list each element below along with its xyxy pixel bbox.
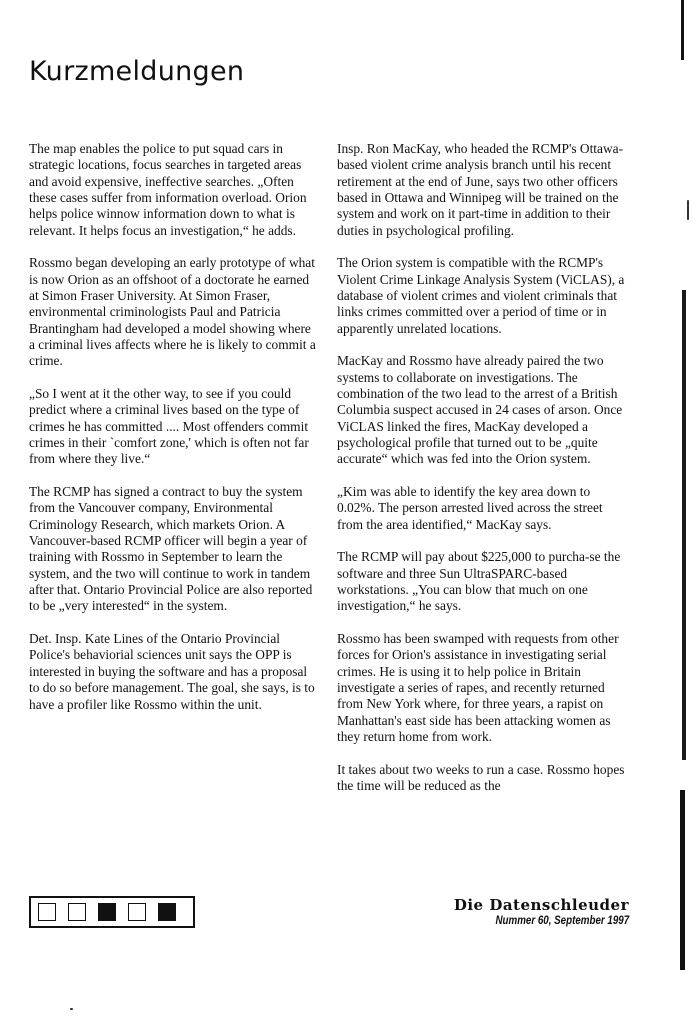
scan-speck [687, 200, 689, 220]
paragraph: Insp. Ron MacKay, who headed the RCMP's Ottawa-based violent crime analysis branch until his recent retirement at the end of June, says two other officers based in Ottawa and Winnipeg will be trained on the system and work on it part-time in addition to their duties in psychological profiling. [337, 141, 624, 238]
issue-info: Nummer 60, September 1997 [495, 915, 629, 927]
paragraph: The RCMP will pay about $225,000 to purcha-se the software and three Sun UltraSPARC-based workstations. „You can blow that much on one investigation,“ he says. [337, 549, 621, 614]
left-column [29, 141, 319, 729]
section-box [98, 903, 116, 921]
section-box [68, 903, 86, 921]
scan-speck [70, 1008, 73, 1010]
section-marker [29, 896, 195, 928]
paragraph: Rossmo began developing an early prototype of what is now Orion as an offshoot of a doctorate he earned at Simon Fraser University. At Simon Fraser, environmental criminologists Paul and Patricia Brantingham had developed a model showing where a criminal lives affects where he is likely to commit a crime. [29, 255, 316, 369]
paragraph: The RCMP has signed a contract to buy the system from the Vancouver company, Environmental Criminology Research, which markets Orion. A Vancouver-based RCMP officer will begin a year of training with Rossmo in September to learn the system, and the two will continue to work in tandem after that. Ontario Provincial Police are also reported to be „very interested“ in the system. [29, 484, 313, 614]
paragraph: Det. Insp. Kate Lines of the Ontario Provincial Police's behaviorial sciences unit says the OPP is interested in buying the software and has a proposal to do so before management. The goal, she says, is to have a profiler like Rossmo within the unit. [29, 631, 315, 712]
section-box [128, 903, 146, 921]
paragraph: The map enables the police to put squad cars in strategic locations, focus searches in targeted areas and avoid expensive, ineffective searches. „Often these cases suffer from information overload. Orion helps police winnow information down to what is relevant. It helps focus an investigation,“ he adds. [29, 141, 307, 238]
right-column [337, 141, 627, 811]
paragraph: „So I went at it the other way, to see if you could predict where a criminal lives based on the type of crimes he has committed .... Most offenders commit crimes in their `comfort zone,' which is often not far from where they live.“ [29, 386, 309, 467]
paragraph: MacKay and Rossmo have already paired the two systems to collaborate on investigations. The combination of the two lead to the arrest of a British Columbia suspect accused in 24 cases of arson. Once ViCLAS linked the fires, MacKay developed a psychological profile that turned out to be „quite accurate“ which was fed into the Orion system. [337, 353, 623, 467]
scan-edge-top [681, 0, 684, 60]
scan-edge-bottom [680, 790, 685, 970]
paragraph: „Kim was able to identify the key area down to 0.02%. The person arrested lived across the street from the area identified,“ MacKay says. [337, 484, 603, 532]
paragraph: The Orion system is compatible with the RCMP's Violent Crime Linkage Analysis System (ViCLAS), a database of violent crimes and violent criminals that links crimes committed over a period of time or in apparently unrelated locations. [337, 255, 625, 336]
section-box [38, 903, 56, 921]
paragraph: Rossmo has been swamped with requests from other forces for Orion's assistance in investigating serial crimes. He is using it to help police in Britain investigate a series of rapes, and recently returned from New York where, for three years, a rapist on Manhattan's east side has been attacking women as they return home from work. [337, 631, 619, 745]
publication-title: Die Datenschleuder [453, 896, 629, 914]
page-title: Kurzmeldungen [29, 56, 245, 87]
paragraph: It takes about two weeks to run a case. Rossmo hopes the time will be reduced as the [337, 761, 625, 794]
section-box [158, 903, 176, 921]
scan-edge-mid [682, 290, 686, 760]
footer-masthead [454, 896, 629, 927]
